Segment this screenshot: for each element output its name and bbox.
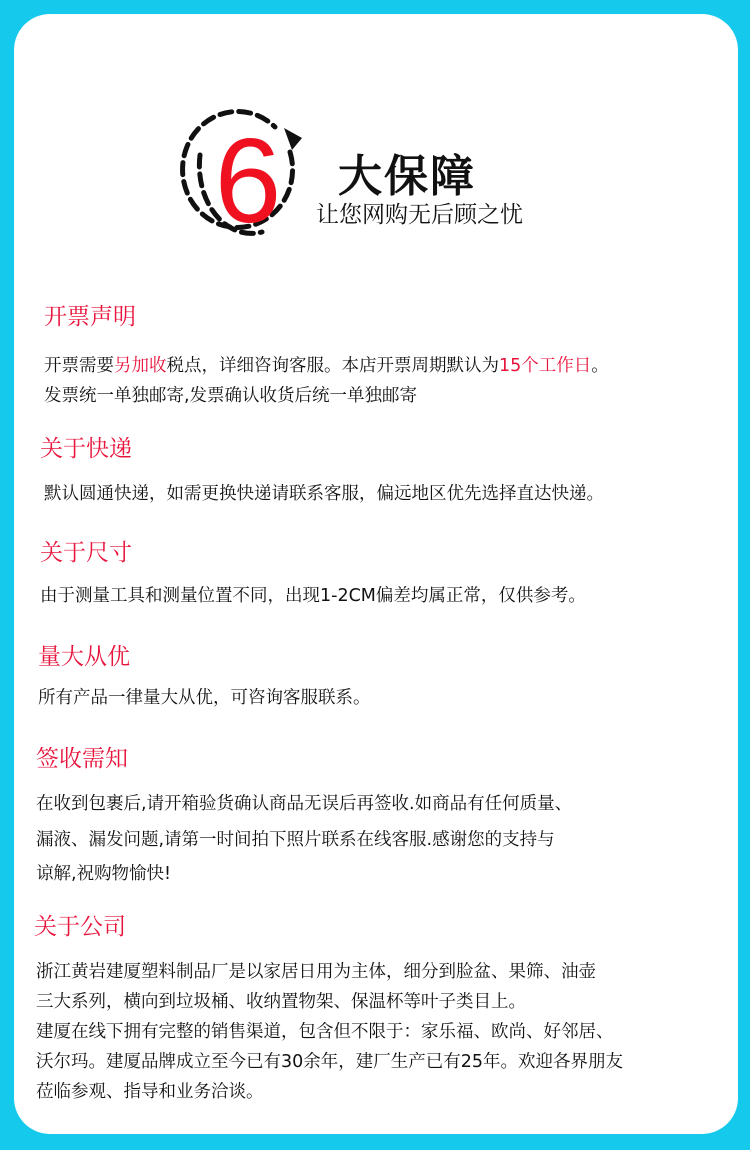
receipt-line-2: 漏液、漏发问题,请第一时间拍下照片联系在线客服.感谢您的支持与 (36, 830, 555, 850)
receipt-title: 签收需知 (36, 746, 128, 772)
size-line-1: 由于测量工具和测量位置不同，出现1-2CM偏差均属正常，仅供参考。 (40, 586, 586, 606)
express-line-1: 默认圆通快递，如需更换快递请联系客服，偏远地区优先选择直达快递。 (44, 484, 604, 504)
company-line-4: 沃尔玛。建厦品牌成立至今已有30余年，建厂生产已有25年。欢迎各界朋友 (36, 1052, 624, 1072)
company-title: 关于公司 (34, 914, 126, 940)
size-title: 关于尺寸 (40, 540, 132, 566)
invoice-period-highlight: 15个工作日 (499, 356, 592, 376)
receipt-line-1: 在收到包裹后,请开箱验货确认商品无误后再签收.如商品有任何质量、 (36, 794, 573, 814)
bulk-title: 量大从优 (38, 644, 130, 670)
company-line-5: 莅临参观、指导和业务洽谈。 (36, 1082, 264, 1102)
express-title: 关于快递 (40, 436, 132, 462)
invoice-title: 开票声明 (44, 304, 136, 330)
invoice-surcharge-highlight: 另加收 (114, 356, 167, 376)
company-line-3: 建厦在线下拥有完整的销售渠道，包含但不限于：家乐福、欧尚、好邻居、 (36, 1022, 614, 1042)
invoice-line-1-c: 。 (591, 356, 609, 376)
company-line-2: 三大系列，横向到垃圾桶、收纳置物架、保温杯等叶子类目上。 (36, 992, 526, 1012)
hero-number: 6 (214, 114, 282, 248)
hero-banner (0, 0, 750, 280)
receipt-line-3: 谅解,祝购物愉快! (36, 864, 172, 884)
hero-subtitle: 让您网购无后顾之忧 (316, 202, 523, 228)
hero-title: 大保障 (338, 151, 476, 202)
invoice-line-1 (44, 352, 609, 377)
invoice-line-1-a: 开票需要 (44, 356, 114, 376)
bulk-line-1: 所有产品一律量大从优，可咨询客服联系。 (38, 688, 371, 708)
invoice-line-1-b: 税点，详细咨询客服。本店开票周期默认为 (166, 356, 499, 376)
company-line-1: 浙江黄岩建厦塑料制品厂是以家居日用为主体，细分到脸盆、果筛、油壶 (36, 962, 596, 982)
invoice-line-2: 发票统一单独邮寄,发票确认收货后统一单独邮寄 (44, 386, 418, 406)
